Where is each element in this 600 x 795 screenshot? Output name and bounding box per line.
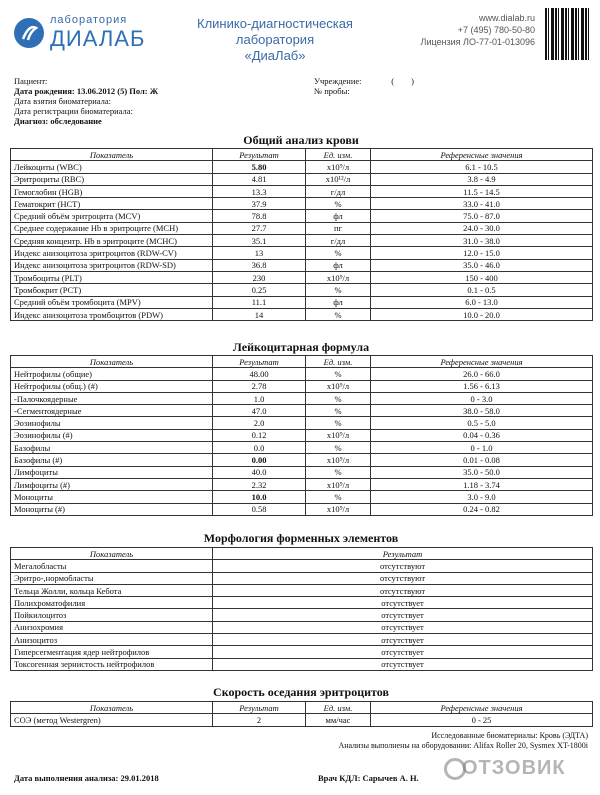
- table-header-row: [11, 149, 593, 161]
- table-header-row: [11, 356, 593, 368]
- cell-unit: %: [306, 308, 371, 320]
- cell-ref: 38.0 - 58.0: [371, 405, 593, 417]
- cell-ref: 12.0 - 15.0: [371, 247, 593, 259]
- cell-unit: г/дл: [306, 235, 371, 247]
- cell-name: Полихроматофилия: [11, 597, 213, 609]
- cell-ref: 3.8 - 4.9: [371, 173, 593, 185]
- cell-value: отсутствует: [213, 646, 593, 658]
- cell-name: Лимфоциты (#): [11, 478, 213, 490]
- cell-name: -Палочкоядерные: [11, 392, 213, 404]
- table-row: [11, 198, 593, 210]
- cell-ref: 0.5 - 5.0: [371, 417, 593, 429]
- cell-ref: 11.5 - 14.5: [371, 185, 593, 197]
- table-row: [11, 466, 593, 478]
- cell-name: Тромбокрит (PCT): [11, 284, 213, 296]
- table-row: [11, 405, 593, 417]
- cell-unit: x10⁹/л: [306, 271, 371, 283]
- cell-unit: %: [306, 417, 371, 429]
- cell-name: Моноциты: [11, 491, 213, 503]
- table-row: [11, 296, 593, 308]
- table-row: [11, 235, 593, 247]
- cell-ref: 75.0 - 87.0: [371, 210, 593, 222]
- lab-site: www.dialab.ru: [478, 13, 535, 23]
- cell-unit: x10⁹/л: [306, 380, 371, 392]
- cell-ref: 1.56 - 6.13: [371, 380, 593, 392]
- cell-unit: %: [306, 466, 371, 478]
- cell-name: Нейтрофилы (общие): [11, 368, 213, 380]
- cell-value: 13.3: [213, 185, 306, 197]
- cell-unit: фл: [306, 296, 371, 308]
- cell-value: 10.0: [213, 491, 306, 503]
- cell-value: отсутствуют: [213, 584, 593, 596]
- table-row: [11, 454, 593, 466]
- table-row: [11, 247, 593, 259]
- cell-unit: x10¹²/л: [306, 173, 371, 185]
- table-row: [11, 503, 593, 515]
- cell-unit: x10⁹/л: [306, 429, 371, 441]
- cell-name: Мегалобласты: [11, 560, 213, 572]
- cell-unit: %: [306, 284, 371, 296]
- cell-ref: 6.1 - 10.5: [371, 161, 593, 173]
- cell-value: 5.80: [213, 161, 306, 173]
- cell-value: 1.0: [213, 392, 306, 404]
- cell-value: отсутствует: [213, 621, 593, 633]
- cell-unit: %: [306, 247, 371, 259]
- cell-name: Анизоцитоз: [11, 634, 213, 646]
- cell-ref: 24.0 - 30.0: [371, 222, 593, 234]
- cell-value: 27.7: [213, 222, 306, 234]
- col-param: Показатель: [11, 149, 213, 161]
- logo-name: ДИАЛАБ: [50, 26, 146, 51]
- cell-ref: 0 - 3.0: [371, 392, 593, 404]
- cell-ref: 1.18 - 3.74: [371, 478, 593, 490]
- table-row: [11, 417, 593, 429]
- table-row: [11, 173, 593, 185]
- lab-phone: +7 (495) 780-50-80: [457, 25, 535, 35]
- esr-ref: 0 - 25: [371, 714, 593, 726]
- dialab-logo-icon: [14, 18, 44, 48]
- table-row: [11, 222, 593, 234]
- cell-name: Базофилы (#): [11, 454, 213, 466]
- cell-ref: 0.04 - 0.36: [371, 429, 593, 441]
- col-param: Показатель: [11, 548, 213, 560]
- diagnosis: Диагноз: обследование: [14, 116, 102, 126]
- cell-value: 0.00: [213, 454, 306, 466]
- cell-value: 4.81: [213, 173, 306, 185]
- lab-license: Лицензия ЛО-77-01-013096: [420, 37, 535, 47]
- col-ref: Референсные значения: [371, 356, 593, 368]
- logo-subtitle: лаборатория: [50, 14, 128, 26]
- cell-value: 47.0: [213, 405, 306, 417]
- cell-name: Средняя концентр. Hb в эритроците (MCHC): [11, 235, 213, 247]
- lab-title-line1: Клинико-диагностическая лаборатория: [197, 16, 353, 47]
- sample-number: № пробы:: [314, 86, 350, 96]
- cell-name: Тромбоциты (PLT): [11, 271, 213, 283]
- cell-value: 14: [213, 308, 306, 320]
- cbc-table: [10, 148, 593, 321]
- cell-name: Эозинофилы (#): [11, 429, 213, 441]
- col-param: Показатель: [11, 702, 213, 714]
- report-header: [0, 0, 600, 70]
- institution: Учреждение: ( ): [314, 76, 414, 86]
- cell-ref: 10.0 - 20.0: [371, 308, 593, 320]
- cell-name: Нейтрофилы (общ.) (#): [11, 380, 213, 392]
- table-row: [11, 271, 593, 283]
- morph-rows: [11, 560, 593, 671]
- cell-value: 230: [213, 271, 306, 283]
- cell-unit: %: [306, 405, 371, 417]
- cell-value: 0.25: [213, 284, 306, 296]
- patient-dob: Дата рождения: 13.06.2012 (5) Пол: Ж: [14, 86, 159, 96]
- cell-name: Анизохромия: [11, 621, 213, 633]
- registration-date: Дата регистрации биоматериала:: [14, 106, 133, 116]
- cell-value: 36.8: [213, 259, 306, 271]
- table-row: [11, 714, 593, 726]
- cell-value: 78.8: [213, 210, 306, 222]
- cell-name: Гиперсегментация ядер нейтрофилов: [11, 646, 213, 658]
- cell-value: 0.58: [213, 503, 306, 515]
- cell-unit: x10⁹/л: [306, 503, 371, 515]
- cell-name: Индекс анизоцитоза тромбоцитов (PDW): [11, 308, 213, 320]
- cell-ref: 0 - 1.0: [371, 442, 593, 454]
- cell-name: Лейкоциты (WBC): [11, 161, 213, 173]
- leuko-table: [10, 355, 593, 516]
- cell-name: Гемоглобин (HGB): [11, 185, 213, 197]
- col-ref: Референсные значения: [371, 702, 593, 714]
- cell-name: Индекс анизоцитоза эритроцитов (RDW-CV): [11, 247, 213, 259]
- table-row: [11, 380, 593, 392]
- watermark: ОТЗОВИК: [462, 757, 566, 779]
- cell-unit: x10⁹/л: [306, 478, 371, 490]
- cell-value: 2.0: [213, 417, 306, 429]
- cell-name: Пойкилоцитоз: [11, 609, 213, 621]
- table-row: [11, 210, 593, 222]
- morph-section-title: Морфология форменных элементов: [203, 531, 399, 545]
- cell-value: 48.00: [213, 368, 306, 380]
- cell-unit: г/дл: [306, 185, 371, 197]
- analysis-date: Дата выполнения анализа: 29.01.2018: [14, 773, 159, 783]
- table-row: [11, 442, 593, 454]
- cell-name: Лимфоциты: [11, 466, 213, 478]
- cell-name: Средний объём эритроцита (MCV): [11, 210, 213, 222]
- cell-unit: %: [306, 442, 371, 454]
- table-row: [11, 584, 593, 596]
- table-row: [11, 392, 593, 404]
- table-header-row: [11, 548, 593, 560]
- cell-name: Средний объём тромбоцита (MPV): [11, 296, 213, 308]
- table-row: [11, 609, 593, 621]
- patient-label: Пациент:: [14, 76, 48, 86]
- cell-name: Токсогенная зернистость нейтрофилов: [11, 658, 213, 670]
- cell-unit: %: [306, 368, 371, 380]
- col-param: Показатель: [11, 356, 213, 368]
- col-unit: Ед. изм.: [306, 702, 371, 714]
- col-result: Результат: [213, 548, 593, 560]
- cell-unit: фл: [306, 259, 371, 271]
- leuko-rows: [11, 368, 593, 516]
- table-row: [11, 308, 593, 320]
- col-unit: Ед. изм.: [306, 356, 371, 368]
- table-row: [11, 368, 593, 380]
- lab-title: [165, 16, 385, 64]
- table-row: [11, 429, 593, 441]
- cell-name: Базофилы: [11, 442, 213, 454]
- cell-ref: 26.0 - 66.0: [371, 368, 593, 380]
- cell-value: отсутствует: [213, 634, 593, 646]
- esr-table: [10, 701, 593, 727]
- cell-value: 40.0: [213, 466, 306, 478]
- table-row: [11, 597, 593, 609]
- cell-unit: x10⁹/л: [306, 161, 371, 173]
- cell-value: 11.1: [213, 296, 306, 308]
- cell-value: 13: [213, 247, 306, 259]
- cell-ref: 3.0 - 9.0: [371, 491, 593, 503]
- cell-name: Индекс анизоцитоза эритроцитов (RDW-SD): [11, 259, 213, 271]
- table-row: [11, 284, 593, 296]
- cell-ref: 0.01 - 0.08: [371, 454, 593, 466]
- col-unit: Ед. изм.: [306, 149, 371, 161]
- cell-unit: %: [306, 491, 371, 503]
- cell-unit: фл: [306, 210, 371, 222]
- cbc-rows: [11, 161, 593, 321]
- biomaterial-note: Исследованные биоматериалы: Кровь (ЭДТА): [431, 731, 588, 740]
- doctor-signature: Врач КДЛ: Сарычев А. Н.: [318, 773, 419, 783]
- cell-value: 37.9: [213, 198, 306, 210]
- cell-ref: 0.1 - 0.5: [371, 284, 593, 296]
- cell-value: 2.78: [213, 380, 306, 392]
- cell-value: 0.12: [213, 429, 306, 441]
- esr-name: СОЭ (метод Westergren): [11, 714, 213, 726]
- cell-value: 35.1: [213, 235, 306, 247]
- table-row: [11, 658, 593, 670]
- table-row: [11, 161, 593, 173]
- cell-name: Эритро-,нормобласты: [11, 572, 213, 584]
- cell-name: Среднее содержание Hb в эритроците (MCH): [11, 222, 213, 234]
- col-ref: Референсные значения: [371, 149, 593, 161]
- col-result: Результат: [213, 149, 306, 161]
- cell-ref: 0.24 - 0.82: [371, 503, 593, 515]
- cell-value: отсутствует: [213, 658, 593, 670]
- cbc-section-title: Общий анализ крови: [243, 133, 359, 147]
- cell-name: Тельца Жолли, кольца Кебота: [11, 584, 213, 596]
- cell-name: -Сегментоядерные: [11, 405, 213, 417]
- cell-unit: %: [306, 198, 371, 210]
- cell-value: отсутствует: [213, 609, 593, 621]
- table-row: [11, 646, 593, 658]
- lab-title-line2: «ДиаЛаб»: [244, 48, 306, 63]
- barcode: [545, 8, 589, 60]
- esr-section-title: Скорость оседания эритроцитов: [213, 685, 389, 699]
- table-row: [11, 560, 593, 572]
- table-row: [11, 621, 593, 633]
- cell-ref: 35.0 - 46.0: [371, 259, 593, 271]
- col-result: Результат: [213, 356, 306, 368]
- cell-ref: 6.0 - 13.0: [371, 296, 593, 308]
- cell-value: отсутствуют: [213, 560, 593, 572]
- cell-unit: %: [306, 392, 371, 404]
- cell-value: 0.0: [213, 442, 306, 454]
- cell-name: Моноциты (#): [11, 503, 213, 515]
- cell-name: Гематокрит (HCT): [11, 198, 213, 210]
- cell-name: Эозинофилы: [11, 417, 213, 429]
- table-row: [11, 478, 593, 490]
- cell-ref: 150 - 400: [371, 271, 593, 283]
- morph-table: [10, 547, 593, 671]
- cell-value: 2.32: [213, 478, 306, 490]
- lab-contacts: [400, 12, 535, 48]
- table-row: [11, 491, 593, 503]
- col-result: Результат: [213, 702, 306, 714]
- cell-value: отсутствуют: [213, 572, 593, 584]
- leuko-section-title: Лейкоцитарная формула: [232, 340, 370, 354]
- cell-ref: 35.0 - 50.0: [371, 466, 593, 478]
- table-row: [11, 572, 593, 584]
- cell-unit: x10⁹/л: [306, 454, 371, 466]
- cell-ref: 33.0 - 41.0: [371, 198, 593, 210]
- esr-value: 2: [213, 714, 306, 726]
- esr-unit: мм/час: [306, 714, 371, 726]
- table-header-row: [11, 702, 593, 714]
- table-row: [11, 185, 593, 197]
- table-row: [11, 634, 593, 646]
- cell-unit: пг: [306, 222, 371, 234]
- equipment-note: Анализы выполнены на оборудовании: Alifax Roller 20, Sysmex XT-1800i: [338, 741, 588, 750]
- sample-date: Дата взятия биоматериала:: [14, 96, 111, 106]
- cell-value: отсутствует: [213, 597, 593, 609]
- cell-name: Эритроциты (RBC): [11, 173, 213, 185]
- cell-ref: 31.0 - 38.0: [371, 235, 593, 247]
- table-row: [11, 259, 593, 271]
